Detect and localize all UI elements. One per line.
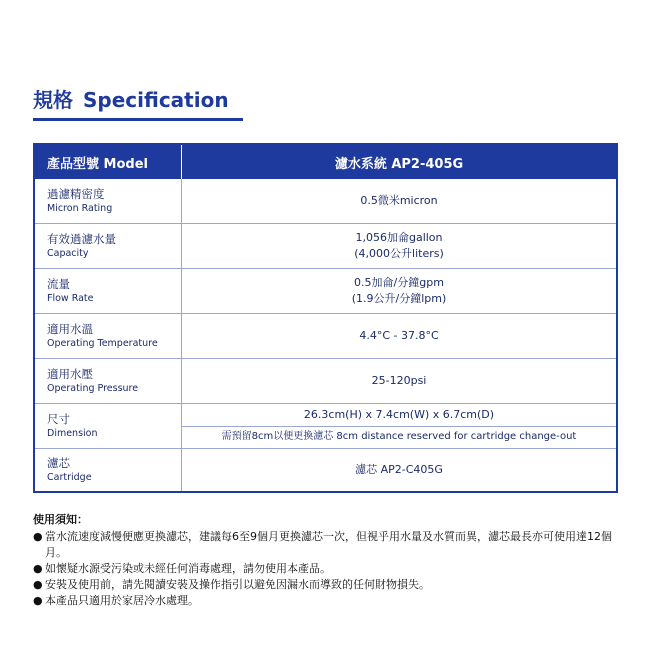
row-value: 需預留8cm以便更換濾芯 8cm distance reserved for cartridge change-out [182,426,616,449]
row-value: 0.5微米micron [360,194,438,207]
row-value: 1,056加侖gallon [355,231,443,244]
table-header [35,145,616,179]
row-label-zh: 適用水溫 [47,321,93,336]
usage-notes [33,512,623,609]
table-row [35,268,616,313]
title-zh: 規格 [33,88,73,112]
page-title [33,84,229,113]
row-label-zh: 流量 [47,276,70,291]
note-text: 如懷疑水源受污染或未經任何消毒處理，請勿使用本產品。 [45,562,331,575]
row-value: (1.9公升/分鐘lpm) [351,292,447,305]
row-label-en: Flow Rate [47,292,94,304]
row-value: 25-120psi [371,374,427,387]
list-item [33,529,623,561]
row-label-zh: 濾芯 [47,455,70,470]
row-label-en: Cartridge [47,471,92,483]
row-label-en: Operating Temperature [47,337,158,349]
row-value: (4,000公升liters) [354,247,444,260]
row-label-zh: 尺寸 [47,411,70,426]
list-item [33,593,623,609]
bullet-icon: ● [33,530,43,543]
bullet-icon: ● [33,594,43,607]
note-text: 當水流速度減慢便應更換濾芯，建議每6至9個月更換濾芯一次，但視乎用水量及水質而異，濾芯最長亦可使用達12個月。 [45,530,612,559]
row-label-en: Operating Pressure [47,382,139,394]
row-value: 0.5加侖/分鐘gpm [354,276,444,289]
bullet-icon: ● [33,562,43,575]
row-label-zh: 過濾精密度 [47,186,105,201]
row-label-en: Dimension [47,427,98,439]
list-item [33,561,623,577]
list-item [33,577,623,593]
header-value: 濾水系統 AP2-405G [334,156,464,172]
table-row [35,358,616,403]
row-label-zh: 有效過濾水量 [47,231,116,246]
title-en: Specification [83,88,229,112]
row-label-en: Capacity [47,247,89,259]
table-row [35,313,616,358]
row-value: 濾芯 AP2-C405G [355,463,443,476]
spec-table [33,143,618,493]
header-label: 產品型號 Model [35,145,182,179]
bullet-icon: ● [33,578,43,591]
table-row [35,223,616,268]
row-value: 26.3cm(H) x 7.4cm(W) x 6.7cm(D) [303,407,495,421]
table-row [35,403,616,448]
note-text: 安裝及使用前，請先閱讀安裝及操作指引以避免因漏水而導致的任何財物損失。 [45,578,430,591]
row-label-zh: 適用水壓 [47,366,93,381]
title-underline [33,118,243,121]
note-text: 本產品只適用於家居冷水處理。 [45,594,199,607]
row-value: 4.4°C - 37.8°C [359,329,439,342]
table-row [35,179,616,223]
table-row [35,448,616,491]
row-label-en: Micron Rating [47,202,113,214]
notes-heading: 使用須知： [33,513,88,526]
